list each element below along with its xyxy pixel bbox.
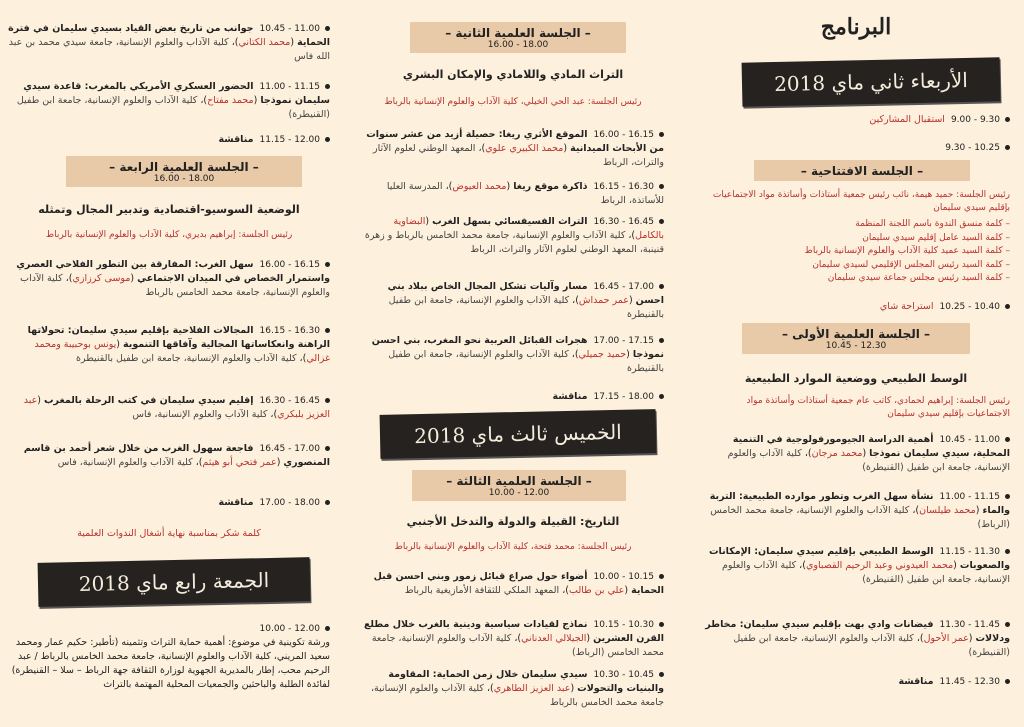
bullet-icon (659, 622, 664, 627)
bullet-icon (1005, 679, 1010, 684)
list-item: – كلمة منسق الندوة باسم اللجنة المنظمة (702, 218, 1010, 232)
list-item: – كلمة السيد عامل إقليم سيدي سليمان (702, 232, 1010, 246)
list-item: 9.00 - 9.30استقبال المشاركين (702, 113, 1010, 127)
session-header-3: – الجلسة العلمية الثالثة – 10.00 - 12.00 (412, 470, 626, 501)
list-item: 16.00 - 16.15سهل الغرب: المفارقة بين التطور الفلاحي العصري واستمرار الخصاص في الميدان الاجتماعي (موسى كرزازي)، كلية الآداب والعلوم الإنسانية، جامعة محمد الخامس بالرباط (16, 259, 330, 298)
bullet-icon (325, 84, 330, 89)
session-theme: التاريخ: القبيلة والدولة والتدخل الأجنبي (406, 515, 620, 528)
list-item: – كلمة السيد رئيس مجلس جماعة سيدي سليمان (702, 272, 1010, 286)
session-chair: رئيس الجلسة: حميد هيمة، نائب رئيس جمعية أستاذات وأساتذة مواد الاجتماعيات بإقليم سيدي سليمان (712, 190, 1010, 213)
bullet-icon (659, 338, 664, 343)
bullet-icon (325, 626, 330, 631)
list-item: 10.45 - 11.00جوانب من تاريخ بعض القياد بسيدي سليمان في فترة الحماية (محمد الكتاني)، كلية الآداب والعلوم الإنسانية، جامعة سيدي محمد بن عبد الله فاس (8, 23, 330, 62)
list-item: 11.15 - 12.00مناقشة (8, 133, 330, 147)
list-item: 16.30 - 16.45إقليم سيدي سليمان في كتب الرحلة بالمغرب (عبد العزيز بلبكري)، كلية الآداب والعلوم الإنسانية، فاس (23, 395, 330, 420)
session-theme: الوسط الطبيعي ووضعية الموارد الطبيعية (744, 372, 968, 385)
session-theme: الوضعية السوسيو-اقتصادية وتدبير المجال وتمثله (38, 203, 300, 216)
session-chair: رئيس الجلسة: إبراهيم لحمادي، كاتب عام جمعية أستاذات وأساتذة مواد الاجتماعيات بإقليم سيدي سليمان (746, 396, 1010, 419)
column-day2-day3 (8, 0, 330, 727)
list-item: 10.25 - 10.40استراحة شاي (702, 300, 1010, 314)
list-item: 11.45 - 12.30مناقشة (702, 675, 1010, 689)
day-banner-wednesday: الأربعاء ثاني ماي 2018 (742, 57, 1001, 106)
list-item: 10.00 - 10.15أضواء حول صراع قبائل زمور وبني احسن قبل الحماية (علي بن طالب)، المعهد الملكي للثقافة الأمازيغية بالرباط (373, 571, 664, 596)
bullet-icon (325, 500, 330, 505)
bullet-icon (659, 184, 664, 189)
bullet-icon (1005, 304, 1010, 309)
list-item: 17.15 - 18.00مناقشة (362, 390, 664, 404)
bullet-icon (659, 394, 664, 399)
list-item: 16.15 - 16.30المجالات الفلاحية بإقليم سيدي سليمان: تحولاتها الراهنة وانعكاساتها المجالية وآفاقها التنموية (يونس بوحبيبة ومحمد غزالي)، كلية الآداب والعلوم الإنسانية، جامعة ابن طفيل بالقنيطرة (27, 325, 330, 364)
bullet-icon (659, 132, 664, 137)
list-item: – كلمة السيد عميد كلية الآداب والعلوم الإنسانية بالرباط (702, 245, 1010, 259)
list-item: 16.45 - 17.00مسار وآليات تشكل المجال الخاص ببلاد بني احسن (عمر حمداش)، كلية الآداب والعلوم الإنسانية، جامعة ابن طفيل بالقنيطرة (387, 281, 664, 320)
day-banner-friday: الجمعة رابع ماي 2018 (38, 557, 311, 607)
column-day1-morning (702, 0, 1010, 727)
session-chair: رئيس الجلسة: إبراهيم بديري، كلية الآداب والعلوم الإنسانية بالرباط (45, 230, 293, 240)
bullet-icon (325, 26, 330, 31)
list-item: 11.15 - 11.30الوسط الطبيعي بإقليم سيدي سليمان: الإمكانات والصعوبات (محمد العيدوني وعبد الرحيم القصباوي)، كلية الآداب والعلوم الإنسانية، جامعة ابن طفيل (القنيطرة) (708, 546, 1010, 585)
bullet-icon (325, 262, 330, 267)
session-theme: التراث المادي واللامادي والإمكان البشري (402, 68, 624, 81)
session-header-4: – الجلسة العلمية الرابعة – 16.00 - 18.00 (66, 156, 302, 187)
session-header-1: – الجلسة العلمية الأولى – 10.45 - 12.30 (742, 323, 970, 354)
bullet-icon (325, 328, 330, 333)
list-item: 11.00 - 11.15نشأة سهل الغرب وتطور موارده الطبيعية: التربة والماء (محمد طيلسان)، كلية الآداب والعلوم الإنسانية، جامعة محمد الخامس (الرباط) (709, 491, 1010, 530)
bullet-icon (659, 672, 664, 677)
program-title: البرنامج (820, 14, 892, 40)
list-item: 17.00 - 17.15هجرات القبائل العربية نحو المغرب، بني احسن نموذجا (حميد جميلي)، كلية الآداب والعلوم الإنسانية، جامعة ابن طفيل بالقنيطرة (371, 335, 664, 374)
bullet-icon (659, 219, 664, 224)
list-item: – كلمة السيد رئيس المجلس الإقليمي لسيدي سليمان (702, 259, 1010, 273)
bullet-icon (1005, 622, 1010, 627)
list-item: 16.45 - 17.00فاجعة سهول الغرب من خلال شعر أحمد بن قاسم المنصوري (عمر فتحي أبو هيثم)، كلية الآداب والعلوم الإنسانية، فاس (23, 443, 330, 468)
bullet-icon (325, 446, 330, 451)
list-item: 11.30 - 11.45فيضانات وادي بهت بإقليم سيدي سليمان: مخاطر ودلالات (عمر الأحول)، كلية الآداب والعلوم الإنسانية، جامعة ابن طفيل (القنيطرة) (705, 619, 1010, 658)
session-header-opening: – الجلسة الافتتاحية – (754, 160, 970, 181)
list-item: 10.15 - 10.30نماذج لقيادات سياسية ودينية بالغرب خلال مطلع القرن العشرين (الجيلالي العدناني)، كلية الآداب والعلوم الإنسانية، جامعة محمد الخامس (الرباط) (363, 619, 664, 658)
list-item: 9.30 - 10.25 (702, 141, 1010, 155)
list-item: 16.15 - 16.30ذاكرة موقع ريغا (محمد العيوض)، المدرسة العليا للأساتذة، الرباط (386, 181, 664, 206)
session-header-2: – الجلسة العلمية الثانية – 16.00 - 18.00 (410, 22, 626, 53)
bullet-icon (659, 574, 664, 579)
list-item: 16.30 - 16.45التراث الفسيفسائي بسهل الغرب (البضاوية بالكامل)، كلية الآداب والعلوم الإنسانية، جامعة محمد الخامس بالرباط و زهرة قنينبة، المعهد الوطني لعلوم الآثار والتراث، الرباط (364, 216, 664, 255)
list-item: 16.00 - 16.15الموقع الأثري ريغا: حصيلة أزيد من عشر سنوات من الأبحاث الميدانية (محمد الكبيري علوي)، المعهد الوطني لعلوم الآثار والتراث، الرباط (366, 129, 664, 168)
list-item: 17.00 - 18.00مناقشة (8, 496, 330, 510)
bullet-icon (1005, 549, 1010, 554)
bullet-icon (325, 398, 330, 403)
list-item: 10.45 - 11.00أهمية الدراسة الجيومورفولوجية في التنمية المحلية، سيدي سليمان نموذجا (محمد مرجان)، كلية الآداب والعلوم الإنسانية، جامعة ابن طفيل (القنيطرة) (727, 434, 1010, 473)
bullet-icon (325, 137, 330, 142)
list-item: 11.00 - 11.15الحضور العسكري الأمريكي بالمغرب: قاعدة سيدي سليمان نموذجا (محمد مفتاح)، كلية الآداب والعلوم الإنسانية، جامعة ابن طفيل (القنيطرة) (16, 81, 330, 120)
bullet-icon (1005, 145, 1010, 150)
workshop-description: ورشة تكوينية في موضوع: أهمية حماية التراث وتثمينه (تأطير: حكيم عمار ومحمد سعيد المريني، كلية الآداب والعلوم الإنسانية، جامعة محمد الخامس بالرباط / عبد الرحيم محب، إطار بالمديرية الجهوية لوزارة الثقافة جهة الرباط – سلا – القنيطرة) لفائدة الطلبة والباحثين والجمعيات المحلية المهتمة بالتراث (11, 637, 330, 690)
day-banner-thursday: الخميس ثالث ماي 2018 (380, 409, 657, 459)
bullet-icon (1005, 117, 1010, 122)
session-chair: رئيس الجلسة: عبد الحي الخيلي، كلية الآداب والعلوم الإنسانية بالرباط (384, 97, 642, 107)
bullet-icon (1005, 437, 1010, 442)
closing-note: كلمة شكر بمناسبة نهاية أشغال الندوات العلمية (77, 528, 261, 539)
list-item: 10.00 - 12.00 (8, 622, 330, 636)
list-item: 10.30 - 10.45سيدي سليمان خلال زمن الحماية: المقاومة والبنيات والتحولات (عبد العزيز الطاهري)، كلية الآداب والعلوم الإنسانية، جامعة محمد الخامس بالرباط (370, 669, 664, 708)
session-chair: رئيس الجلسة: محمد فتحة، كلية الآداب والعلوم الإنسانية بالرباط (394, 542, 632, 552)
column-day1-afternoon-day2 (362, 0, 664, 727)
speeches-list (702, 218, 1010, 286)
bullet-icon (1005, 494, 1010, 499)
bullet-icon (659, 284, 664, 289)
